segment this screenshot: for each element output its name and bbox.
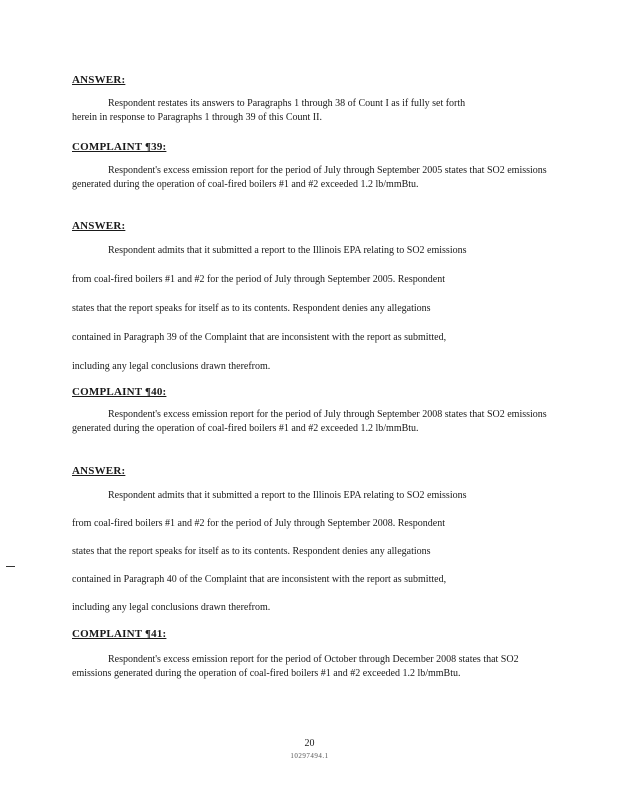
answer-line: Respondent admits that it submitted a report to the Illinois EPA relating to SO2 emissions xyxy=(108,490,467,501)
answer-line: Respondent admits that it submitted a report to the Illinois EPA relating to SO2 emissions xyxy=(108,245,467,256)
margin-mark xyxy=(6,566,15,567)
answer-line: from coal-fired boilers #1 and #2 for the period of July through September 2005. Respondent xyxy=(72,274,445,285)
section-heading: COMPLAINT ¶41: xyxy=(72,628,167,640)
complaint-paragraph: Respondent's excess emission report for the period of July through September 2008 states that SO2 emissions generated during the operation of coal-fired boilers #1 and #2 exceeded 1.2 lb/mmBtu. xyxy=(72,409,547,434)
complaint-paragraph: Respondent's excess emission report for the period of July through September 2005 states that SO2 emissions generated during the operation of coal-fired boilers #1 and #2 exceeded 1.2 lb/mmBtu. xyxy=(72,165,547,190)
answer-line: including any legal conclusions drawn therefrom. xyxy=(72,361,271,372)
answer-line: Respondent restates its answers to Paragraphs 1 through 38 of Count I as if fully set forth xyxy=(108,98,466,109)
section-heading: ANSWER: xyxy=(72,465,126,477)
document-id: 10297494.1 xyxy=(290,752,329,760)
section-heading: ANSWER: xyxy=(72,74,126,86)
page-number: 20 xyxy=(304,738,315,749)
answer-line: herein in response to Paragraphs 1 through 39 of this Count II. xyxy=(72,112,322,123)
complaint-paragraph: Respondent's excess emission report for the period of October through December 2008 states that SO2 emissions generated during the operation of coal-fired boilers #1 and #2 exceeded 1.2 lb/mmBtu. xyxy=(72,654,519,679)
section-heading: ANSWER: xyxy=(72,220,126,232)
section-heading: COMPLAINT ¶39: xyxy=(72,141,167,153)
answer-line: states that the report speaks for itself as to its contents. Respondent denies any allegations xyxy=(72,303,431,314)
answer-line: from coal-fired boilers #1 and #2 for the period of July through September 2008. Respondent xyxy=(72,518,445,529)
answer-line: including any legal conclusions drawn therefrom. xyxy=(72,602,271,613)
answer-line: contained in Paragraph 39 of the Complaint that are inconsistent with the report as submitted, xyxy=(72,332,447,343)
section-heading: COMPLAINT ¶40: xyxy=(72,386,167,398)
answer-line: states that the report speaks for itself as to its contents. Respondent denies any allegations xyxy=(72,546,431,557)
answer-line: contained in Paragraph 40 of the Complaint that are inconsistent with the report as submitted, xyxy=(72,574,447,585)
